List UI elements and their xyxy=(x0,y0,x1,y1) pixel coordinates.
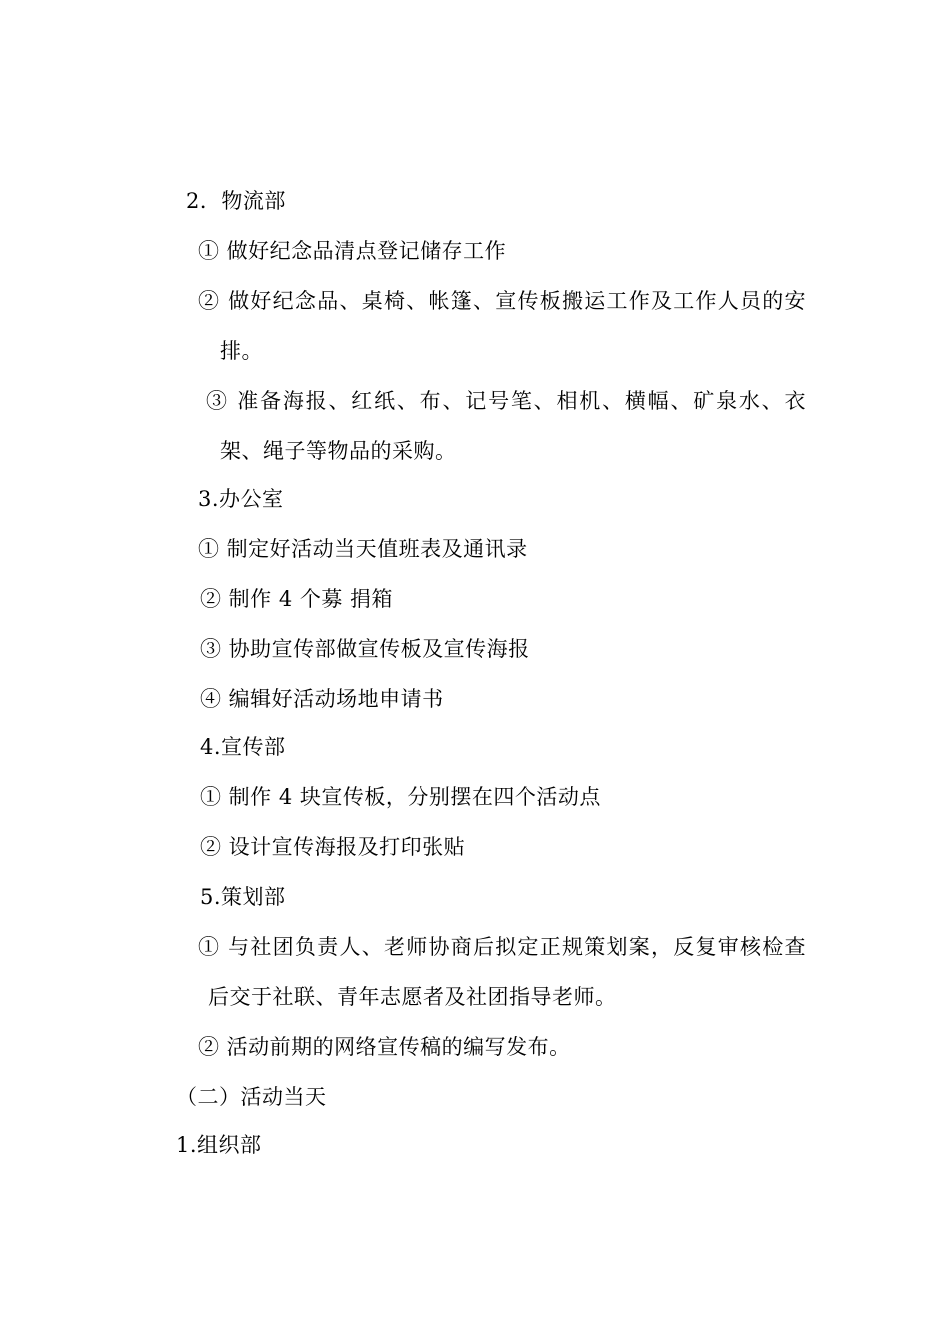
list-item: ④ 编辑好活动场地申请书 xyxy=(200,687,444,711)
list-item: ② 做好纪念品、桌椅、帐篷、宣传板搬运工作及工作人员的安 xyxy=(198,289,806,313)
list-item-continuation: 架、绳子等物品的采购。 xyxy=(220,439,457,463)
list-item: ① 制定好活动当天值班表及通讯录 xyxy=(198,537,528,561)
section-heading-logistics: 2．物流部 xyxy=(186,189,286,213)
list-item-continuation: 后交于社联、青年志愿者及社团指导老师。 xyxy=(208,985,617,1009)
section-heading-office: 3.办公室 xyxy=(198,487,284,511)
list-item-continuation: 排。 xyxy=(220,339,263,363)
list-item: ① 与社团负责人、老师协商后拟定正规策划案，反复审核检查 xyxy=(198,935,806,959)
list-item: ① 制作 4 块宣传板，分别摆在四个活动点 xyxy=(200,785,601,809)
section-heading-publicity: 4.宣传部 xyxy=(200,735,286,759)
list-item: ③ 准备海报、红纸、布、记号笔、相机、横幅、矿泉水、衣 xyxy=(206,389,806,413)
list-item: ② 活动前期的网络宣传稿的编写发布。 xyxy=(198,1035,571,1059)
section-heading-event-day: （二）活动当天 xyxy=(176,1085,327,1109)
list-item: ② 制作 4 个募 捐箱 xyxy=(200,587,394,611)
list-item: ① 做好纪念品清点登记储存工作 xyxy=(198,239,507,263)
list-item: ② 设计宣传海报及打印张贴 xyxy=(200,835,466,859)
section-heading-organization: 1.组织部 xyxy=(176,1133,262,1157)
section-heading-planning: 5.策划部 xyxy=(200,885,286,909)
list-item: ③ 协助宣传部做宣传板及宣传海报 xyxy=(200,637,530,661)
